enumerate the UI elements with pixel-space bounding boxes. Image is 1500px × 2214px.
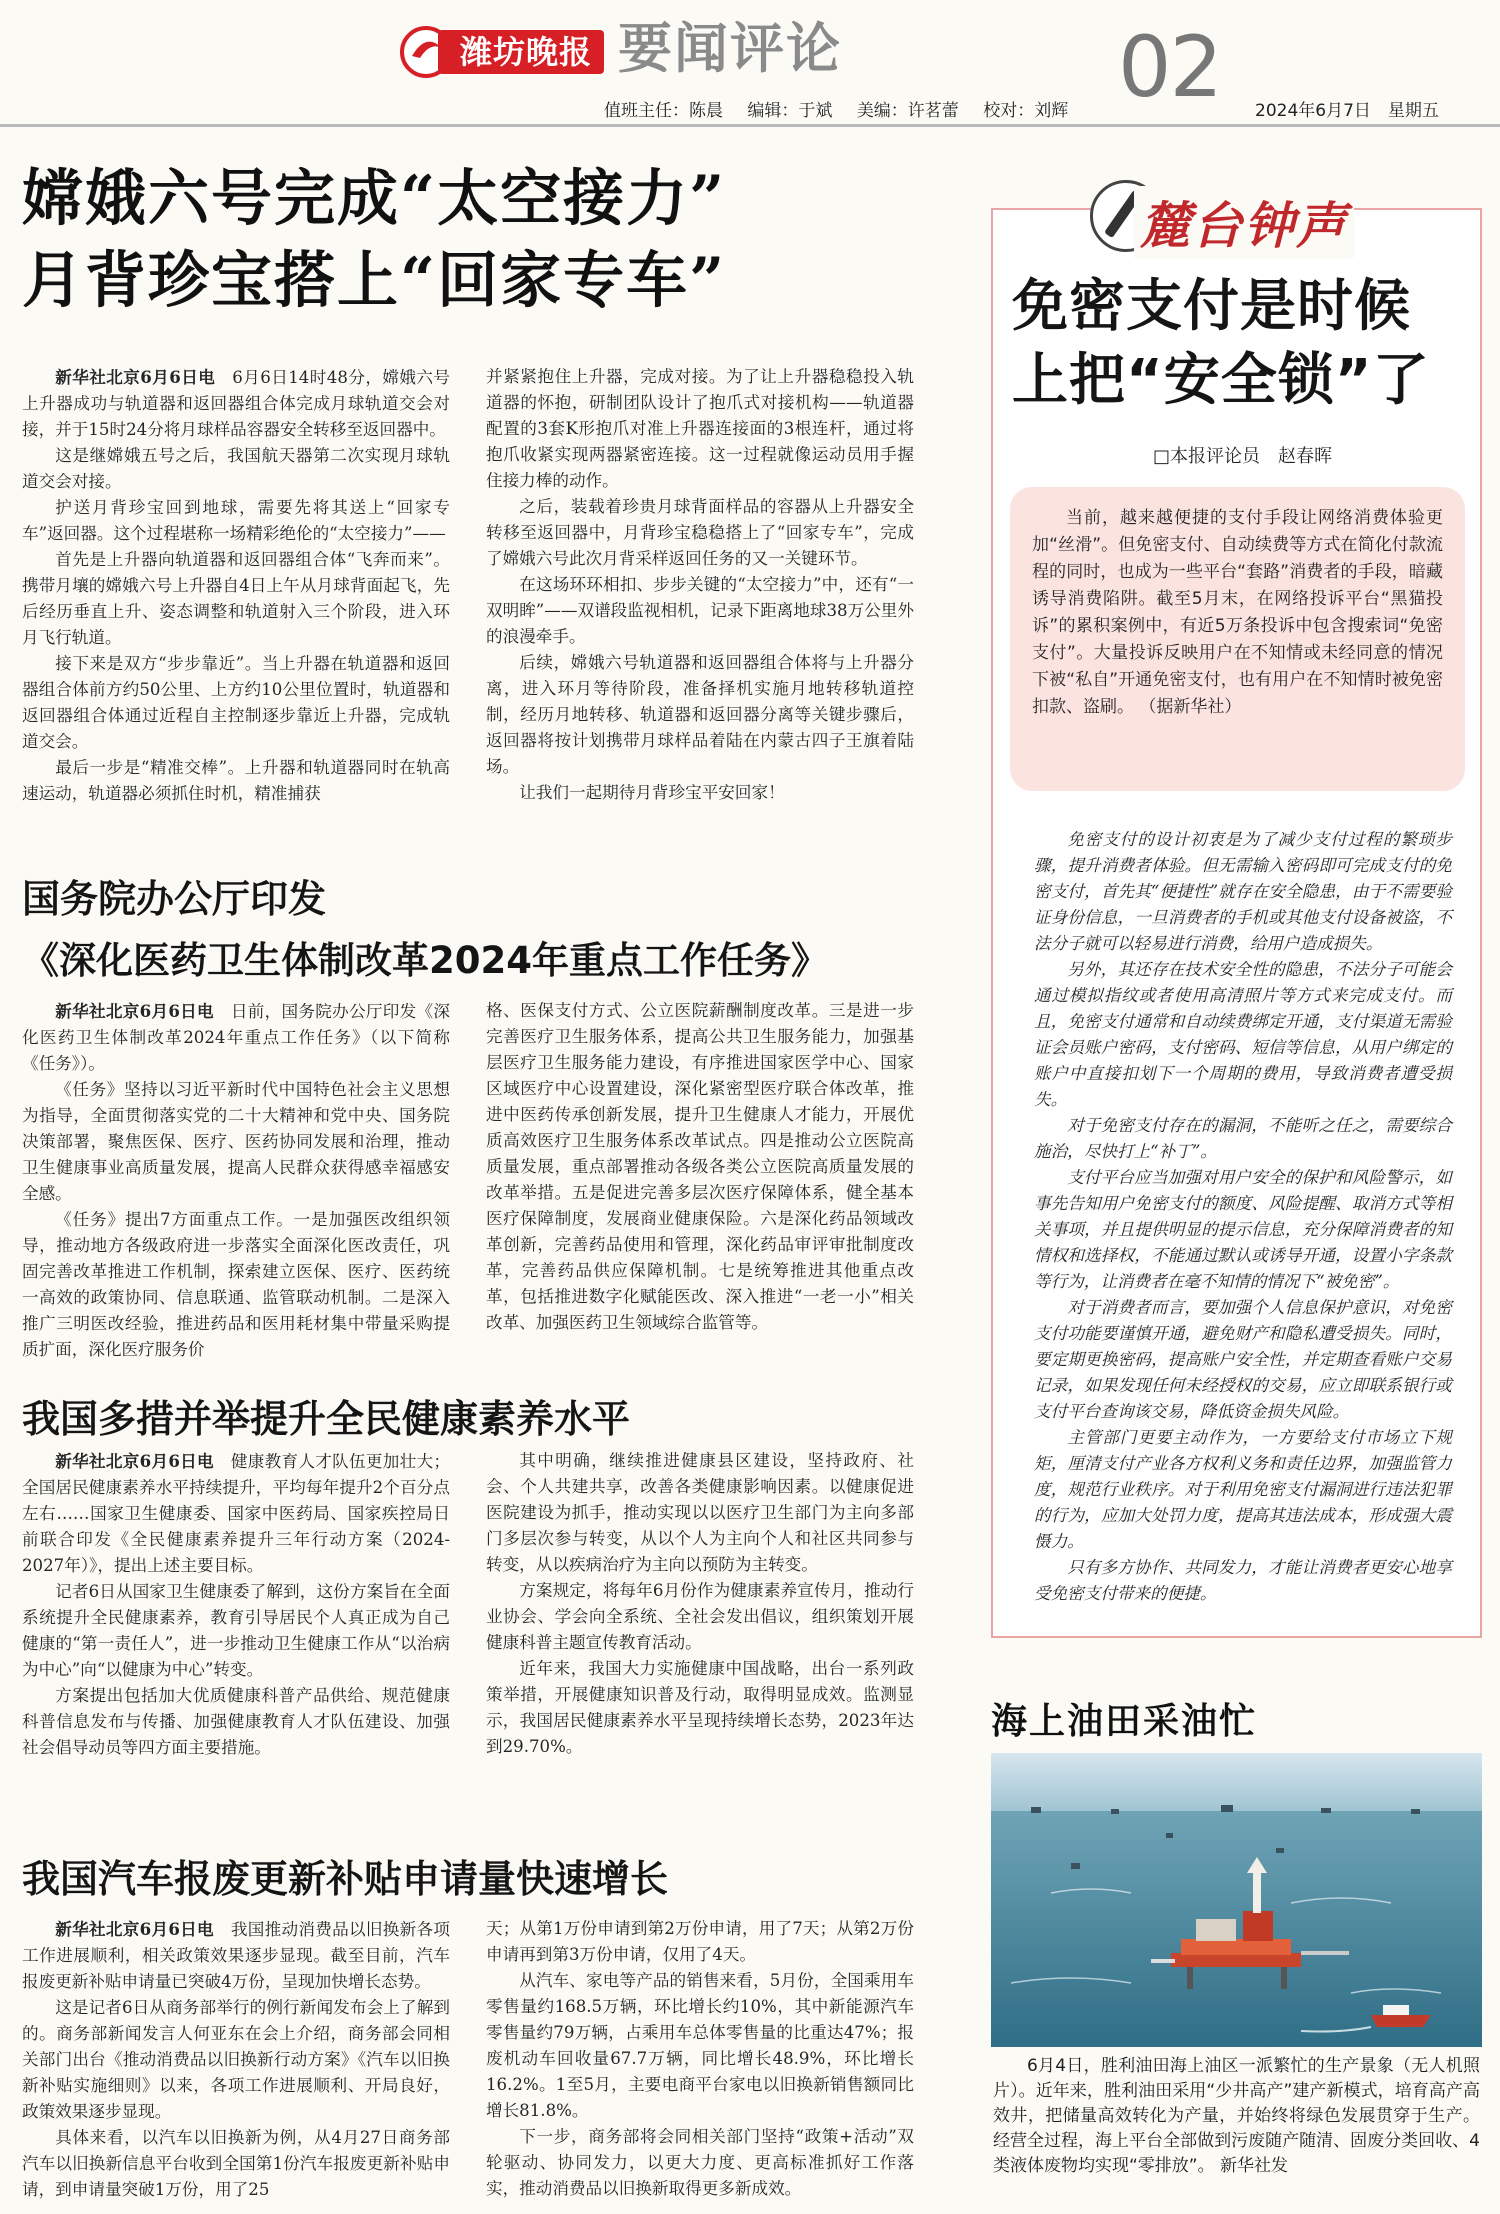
paragraph bbox=[22, 1077, 450, 1207]
paragraph bbox=[22, 755, 450, 807]
paper-name: 潍坊晚报 bbox=[438, 30, 604, 74]
article2-headline: 《深化医药卫生体制改革2024年重点工作任务》 bbox=[22, 939, 828, 982]
editor: 编辑：于斌 bbox=[747, 101, 833, 121]
opinion-summary-source: （据新华社） bbox=[1139, 697, 1242, 717]
paragraph bbox=[22, 651, 450, 755]
paragraph-text: 健康教育人才队伍更加壮大；全国居民健康素养水平持续提升，平均每年提升2个百分点左右……国家卫生健康委、国家中医药局、国家疾控局日前联合印发《全民健康素养提升三年行动方案（2024-2027年）》，提出上述主要目标。 bbox=[22, 1452, 451, 1575]
opinion-headline bbox=[1012, 270, 1430, 418]
opinion-column-name: 麓台钟声 bbox=[1134, 186, 1354, 258]
article4-headline: 我国汽车报废更新补贴申请量快速增长 bbox=[22, 1857, 669, 1901]
article4-column2 bbox=[486, 1916, 914, 2202]
photo-title: 海上油田采油忙 bbox=[991, 1701, 1258, 1742]
paragraph-text: 这是记者6日从商务部举行的例行新闻发布会上了解到的。商务部新闻发言人何亚东在会上介绍，商务部会同相关部门出台《推动消费品以旧换新行动方案》《汽车以旧换新补贴实施细则》以来，各项工作进展顺利、开局良好，政策效果逐步显现。 bbox=[22, 1998, 450, 2121]
paragraph bbox=[486, 572, 914, 650]
photo-credit: 新华社发 bbox=[1220, 2156, 1289, 2176]
paragraph bbox=[22, 2125, 450, 2203]
paragraph-text: 护送月背珍宝回到地球，需要先将其送上“回家专车”返回器。这个过程堪称一场精彩绝伦的“太空接力”—— bbox=[22, 498, 450, 543]
paragraph-text: 日前，国务院办公厅印发《深化医药卫生体制改革2024年重点工作任务》（以下简称《任务》）。 bbox=[22, 1002, 451, 1073]
photo-caption bbox=[993, 2054, 1480, 2179]
paragraph bbox=[22, 1579, 450, 1683]
paragraph-text: 近年来，我国大力实施健康中国战略，出台一系列政策举措，开展健康知识普及行动，取得明显成效。监测显示，我国居民健康素养水平呈现持续增长态势，2023年达到29.70%。 bbox=[486, 1659, 914, 1756]
paragraph-text: 最后一步是“精准交棒”。上升器和轨道器同时在轨高速运动，轨道器必须抓住时机，精准捕获 bbox=[22, 758, 450, 803]
opinion-headline-line1: 免密支付是时候 bbox=[1012, 274, 1411, 339]
opinion-headline-line2: 上把“安全锁”了 bbox=[1012, 348, 1430, 413]
opinion-summary-box bbox=[1010, 487, 1465, 791]
opinion-body bbox=[1034, 827, 1452, 1607]
dateline: 新华社北京6月6日电 bbox=[55, 1919, 214, 1939]
paragraph bbox=[22, 364, 450, 443]
paragraph-text: 后续，嫦娥六号轨道器和返回器组合体将与上升器分离，进入环月等待阶段，准备择机实施月地转移轨道控制，经历月地转移、轨道器和返回器分离等关键步骤后，返回器将按计划携带月球样品着陆在内蒙古四子王旗着陆场。 bbox=[486, 653, 914, 776]
dateline: 新华社北京6月6日电 bbox=[55, 367, 216, 387]
paragraph bbox=[486, 364, 914, 494]
paragraph bbox=[22, 547, 450, 651]
paragraph-text: 并紧紧抱住上升器，完成对接。为了让上升器稳稳投入轨道器的怀抱，研制团队设计了抱爪式对接机构——轨道器配置的3套K形抱爪对准上升器连接面的3根连杆，通过将抱爪收紧实现两器紧密连接。这一过程就像运动员用手握住接力棒的动作。 bbox=[486, 367, 914, 490]
paragraph bbox=[486, 1968, 914, 2124]
opinion-paragraph: 另外，其还存在技术安全性的隐患，不法分子可能会通过模拟指纹或者使用高清照片等方式来完成支付。而且，免密支付通常和自动续费绑定开通，支付渠道无需验证会员账户密码，支付密码、短信等信息，从用户绑定的账户中直接扣划下一个周期的费用，导致消费者遭受损失。 bbox=[1034, 960, 1452, 1109]
paragraph bbox=[22, 998, 450, 1077]
paragraph bbox=[22, 1683, 450, 1761]
paragraph-text: 之后，装载着珍贵月球背面样品的容器从上升器安全转移至返回器中，月背珍宝稳稳搭上了“回家专车”，完成了嫦娥六号此次月背采样返回任务的又一关键环节。 bbox=[486, 497, 914, 568]
issue-date: 2024年6月7日 星期五 bbox=[1255, 101, 1439, 121]
paragraph bbox=[22, 495, 450, 547]
article2-column2 bbox=[486, 998, 914, 1336]
article3-column1 bbox=[22, 1448, 450, 1761]
proofreader: 校对：刘辉 bbox=[983, 101, 1069, 121]
headline-line1: 嫦娥六号完成“太空接力” bbox=[22, 163, 727, 234]
dateline: 新华社北京6月6日电 bbox=[55, 1451, 214, 1471]
paragraph-text: 下一步，商务部将会同相关部门坚持“政策+活动”双轮驱动、协同发力，以更大力度、更高标准抓好工作落实，推动消费品以旧换新取得更多新成效。 bbox=[486, 2127, 914, 2198]
paragraph bbox=[22, 443, 450, 495]
paragraph bbox=[486, 1916, 914, 1968]
paragraph-text: 让我们一起期待月背珍宝平安回家！ bbox=[519, 783, 785, 802]
opinion-paragraph: 支付平台应当加强对用户安全的保护和风险警示，如事先告知用户免密支付的额度、风险提醒、取消方式等相关事项，并且提供明显的提示信息，充分保障消费者的知情权和选择权，不能通过默认或诱导开通，设置小字条款等行为，让消费者在毫不知情的情况下“被免密”。 bbox=[1034, 1168, 1452, 1291]
photo-caption-text: 6月4日，胜利油田海上油区一派繁忙的生产景象（无人机照片）。近年来，胜利油田采用“少井高产”建产新模式，培育高产高效井，把储量高效转化为产量，并始终将绿色发展贯穿于生产。经营全过程，海上平台全部做到污废随产随清、固废分类回收、4类液体废物均实现“零排放”。 bbox=[993, 2056, 1480, 2176]
header-divider bbox=[0, 124, 1500, 127]
opinion-paragraph: 对于免密支付存在的漏洞，不能听之任之，需要综合施治，尽快打上“补丁”。 bbox=[1034, 1116, 1452, 1161]
opinion-column-tag bbox=[1090, 178, 1380, 256]
opinion-summary bbox=[1032, 505, 1443, 721]
paragraph bbox=[486, 1578, 914, 1656]
paragraph-text: 《任务》坚持以习近平新时代中国特色社会主义思想为指导，全面贯彻落实党的二十大精神和党中央、国务院决策部署，聚焦医保、医疗、医药协同发展和治理，推动卫生健康事业高质量发展，提高人民群众获得感幸福感安全感。 bbox=[22, 1080, 450, 1203]
paragraph bbox=[22, 1995, 450, 2125]
masthead bbox=[0, 0, 1500, 130]
duty-director: 值班主任：陈晨 bbox=[604, 101, 723, 121]
paragraph-text: 这是继嫦娥五号之后，我国航天器第二次实现月球轨道交会对接。 bbox=[22, 446, 450, 491]
paragraph-text: 具体来看，以汽车以旧换新为例，从4月27日商务部汽车以旧换新信息平台收到全国第1份汽车报废更新补贴申请，到申请量突破1万份，用了25 bbox=[22, 2128, 450, 2199]
article4-column1 bbox=[22, 1916, 450, 2203]
paragraph-text: 方案提出包括加大优质健康科普产品供给、规范健康科普信息发布与传播、加强健康教育人才队伍建设、加强社会倡导动员等四方面主要措施。 bbox=[22, 1686, 450, 1757]
paragraph bbox=[22, 1207, 450, 1363]
oilfield-photo bbox=[991, 1753, 1482, 2047]
art-editor: 美编：许茗蕾 bbox=[856, 101, 959, 121]
paragraph-text: 方案规定，将每年6月份作为健康素养宣传月，推动行业协会、学会向全系统、全社会发出倡议，组织策划开展健康科普主题宣传教育活动。 bbox=[486, 1581, 914, 1652]
paragraph-text: 从汽车、家电等产品的销售来看，5月份，全国乘用车零售量约168.5万辆，环比增长约10%，其中新能源汽车零售量约79万辆，占乘用车总体零售量的比重达47%；报废机动车回收量67.7万辆，同比增长48.9%，环比增长16.2%。1至5月，主要电商平台家电以旧换新销售额同比增长81.8%。 bbox=[486, 1971, 914, 2120]
paragraph-text: 6月6日14时48分，嫦娥六号上升器成功与轨道器和返回器组合体完成月球轨道交会对接，并于15时24分将月球样品容器安全转移至返回器中。 bbox=[22, 368, 450, 439]
headline-line2: 月背珍宝搭上“回家专车” bbox=[22, 245, 727, 316]
paragraph bbox=[22, 1916, 450, 1995]
paragraph-text: 天；从第1万份申请到第2万份申请，用了7天；从第2万份申请再到第3万份申请，仅用了4天。 bbox=[486, 1919, 914, 1964]
opinion-summary-text: 当前，越来越便捷的支付手段让网络消费体验更加“丝滑”。但免密支付、自动续费等方式在简化付款流程的同时，也成为一些平台“套路”消费者的手段，暗藏诱导消费陷阱。截至5月末，在网络投诉平台“黑猫投诉”的累积案例中，有近5万条投诉中包含搜索词“免密支付”。大量投诉反映用户在不知情或未经同意的情况下被“私自”开通免密支付，也有用户在不知情时被免密扣款、盗刷。 bbox=[1032, 508, 1443, 717]
paragraph bbox=[486, 2124, 914, 2202]
article3-column2 bbox=[486, 1448, 914, 1760]
paragraph bbox=[486, 650, 914, 780]
paragraph-text: 其中明确，继续推进健康县区建设，坚持政府、社会、个人共建共享，改善各类健康影响因素。以健康促进医院建设为抓手，推动实现以以医疗卫生部门为主向多部门多层次参与转变，从以个人为主向个人和社区共同参与转变，从以疾病治疗为主向以预防为主转变。 bbox=[486, 1451, 914, 1574]
dateline: 新华社北京6月6日电 bbox=[55, 1001, 214, 1021]
article1-column2 bbox=[486, 364, 914, 806]
paragraph bbox=[486, 780, 914, 806]
section-title: 要闻评论 bbox=[618, 16, 842, 80]
paragraph bbox=[486, 998, 914, 1336]
article1-column1 bbox=[22, 364, 450, 807]
paragraph-text: 《任务》提出7方面重点工作。一是加强医改组织领导，推动地方各级政府进一步落实全面深化医改责任，巩固完善改革推进工作机制，探索建立医保、医疗、医药统一高效的政策协同、信息联通、监管联动机制。二是深入推广三明医改经验，推进药品和医用耗材集中带量采购提质扩面，深化医疗服务价 bbox=[22, 1210, 450, 1359]
paragraph-text: 首先是上升器向轨道器和返回器组合体“飞奔而来”。携带月壤的嫦娥六号上升器自4日上午从月球背面起飞，先后经历垂直上升、姿态调整和轨道射入三个阶段，进入环月飞行轨道。 bbox=[22, 550, 450, 647]
paragraph bbox=[22, 1448, 450, 1579]
page-number: 02 bbox=[1118, 18, 1221, 116]
opinion-paragraph: 主管部门更要主动作为，一方要给支付市场立下规矩，厘清支付产业各方权利义务和责任边界，加强监管力度，规范行业秩序。对于利用免密支付漏洞进行违法犯罪的行为，应加大处罚力度，提高其违法成本，形成强大震慑力。 bbox=[1034, 1428, 1452, 1551]
opinion-paragraph: 免密支付的设计初衷是为了减少支付过程的繁琐步骤，提升消费者体验。但无需输入密码即可完成支付的免密支付，首先其“便捷性”就存在安全隐患，由于不需要验证身份信息，一旦消费者的手机或其他支付设备被盗，不法分子就可以轻易进行消费，给用户造成损失。 bbox=[1034, 830, 1452, 953]
opinion-paragraph: 对于消费者而言，要加强个人信息保护意识，对免密支付功能要谨慎开通，避免财产和隐私遭受损失。同时，要定期更换密码，提高账户安全性，并定期查看账户交易记录，如果发现任何未经授权的交易，应立即联系银行或支付平台查询该交易，降低资金损失风险。 bbox=[1034, 1298, 1452, 1421]
opinion-author: □本报评论员 赵春晖 bbox=[1153, 446, 1333, 467]
paragraph-text: 记者6日从国家卫生健康委了解到，这份方案旨在全面系统提升全民健康素养，教育引导居民个人真正成为自己健康的“第一责任人”，进一步推动卫生健康工作从“以治病为中心”向“以健康为中心”转变。 bbox=[22, 1582, 450, 1679]
paragraph-text: 接下来是双方“步步靠近”。当上升器在轨道器和返回器组合体前方约50公里、上方约10公里位置时，轨道器和返回器组合体通过近程自主控制逐步靠近上升器，完成轨道交会。 bbox=[22, 654, 450, 751]
staff-credits bbox=[604, 96, 1068, 121]
opinion-paragraph: 只有多方协作、共同发力，才能让消费者更安心地享受免密支付带来的便捷。 bbox=[1034, 1558, 1452, 1603]
article2-column1 bbox=[22, 998, 450, 1363]
paragraph bbox=[486, 494, 914, 572]
paragraph bbox=[486, 1656, 914, 1760]
paragraph-text: 我国推动消费品以旧换新各项工作进展顺利，相关政策效果逐步显现。截至目前，汽车报废更新补贴申请量已突破4万份，呈现加快增长态势。 bbox=[22, 1920, 451, 1991]
paragraph bbox=[486, 1448, 914, 1578]
article3-headline: 我国多措并举提升全民健康素养水平 bbox=[22, 1397, 631, 1441]
paper-logo bbox=[400, 20, 610, 82]
paragraph-text: 在这场环环相扣、步步关键的“太空接力”中，还有“一双明眸”——双谱段监视相机，记录下距离地球38万公里外的浪漫牵手。 bbox=[486, 575, 914, 646]
article2-kicker: 国务院办公厅印发 bbox=[22, 877, 327, 921]
offshore-platform-illustration bbox=[991, 1753, 1482, 2047]
paragraph-text: 格、医保支付方式、公立医院薪酬制度改革。三是进一步完善医疗卫生服务体系，提高公共卫生服务能力，加强基层医疗卫生服务能力建设，有序推进国家医学中心、国家区域医疗中心设置建设，深化紧密型医疗联合体改革，推进中医药传承创新发展，提升卫生健康人才能力，开展优质高效医疗卫生服务体系改革试点。四是推动公立医院高质量发展，重点部署推动各级各类公立医院高质量发展的改革举措。五是促进完善多层次医疗保障体系，健全基本医疗保障制度，发展商业健康保险。六是深化药品领域改革创新，完善药品使用和管理，深化药品审评审批制度改革，完善药品供应保障机制。七是统筹推进其他重点改革，包括推进数字化赋能医改、深入推进“一老一小”相关改革、加强医药卫生领域综合监管等。 bbox=[486, 1001, 914, 1332]
article1-headline bbox=[22, 158, 726, 322]
